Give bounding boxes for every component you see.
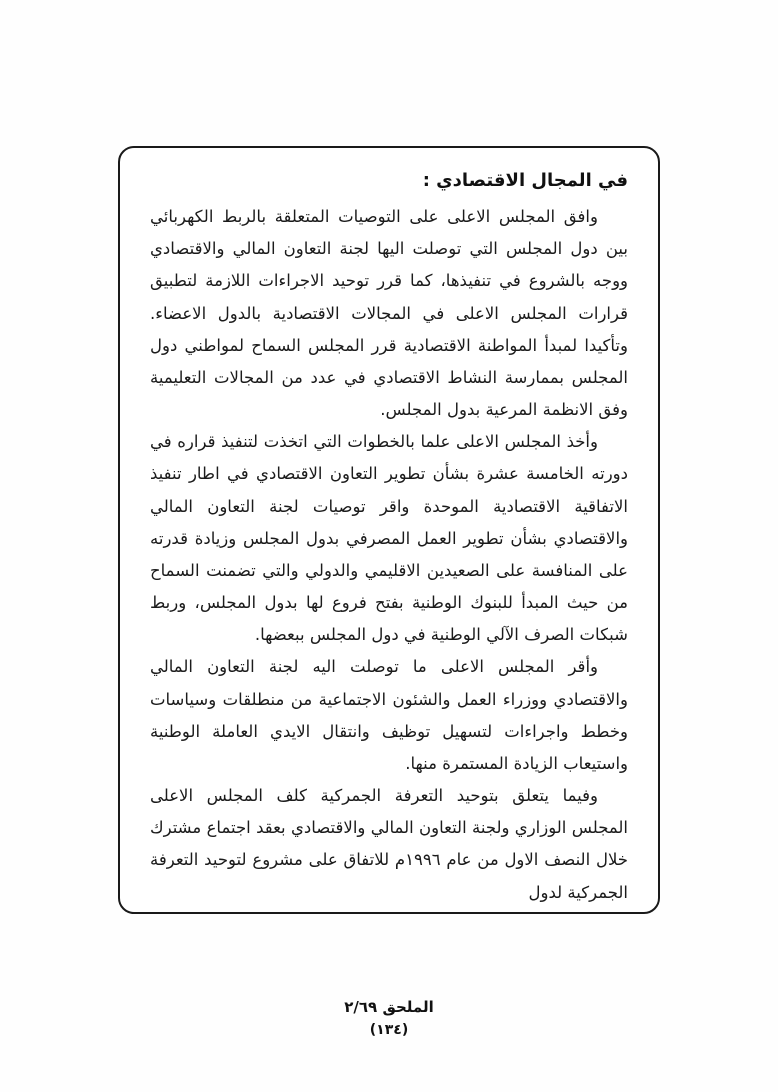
paragraph: وأقر المجلس الاعلى ما توصلت اليه لجنة التعاون المالي والاقتصادي ووزراء العمل والشئون الاجتماعية من منطلقات وسياسات وخطط واجراءات لتسهيل توظيف وانتقال الايدي العاملة الوطنية واستيعاب الزيادة المستمرة منها. xyxy=(150,657,628,773)
section-title: في المجال الاقتصادي : xyxy=(422,170,628,191)
footer-annex-label: الملحق ٢/٦٩ xyxy=(344,998,434,1016)
paragraph: وافق المجلس الاعلى على التوصيات المتعلقة بالربط الكهربائي بين دول المجلس التي توصلت اليها لجنة التعاون المالي والاقتصادي ووجه بالشروع في تنفيذها، كما قرر توحيد الاجراءات اللازمة لتطبيق قرارات المجلس الاعلى في المجالات الاقتصادية بالدول الاعضاء. وتأكيدا لمبدأ المواطنة الاقتصادية قرر المجلس السماح لمواطني دول المجلس بممارسة النشاط الاقتصادي في عدد من المجالات التعليمية وفق الانظمة المرعية بدول المجلس. xyxy=(150,207,628,420)
page-footer xyxy=(0,998,778,1038)
footer-page-number: (١٣٤) xyxy=(369,1022,409,1038)
body-text xyxy=(150,201,628,909)
paragraph: وفيما يتعلق بتوحيد التعرفة الجمركية كلف المجلس الاعلى المجلس الوزاري ولجنة التعاون المالي والاقتصادي بعقد اجتماع مشترك خلال النصف الاول من عام ١٩٩٦م للاتفاق على مشروع لتوحيد التعرفة الجمركية لدول xyxy=(150,786,628,902)
paragraph: وأخذ المجلس الاعلى علما بالخطوات التي اتخذت لتنفيذ قراره في دورته الخامسة عشرة بشأن تطوير التعاون الاقتصادي في اطار تنفيذ الاتفاقية الاقتصادية الموحدة واقر توصيات لجنة التعاون المالي والاقتصادي بشأن تطوير العمل المصرفي بدول المجلس وزيادة قدرته على المنافسة على الصعيدين الاقليمي والدولي والتي تضمنت السماح من حيث المبدأ للبنوك الوطنية بفتح فروع لها بدول المجلس، وربط شبكات الصرف الآلي الوطنية في دول المجلس ببعضها. xyxy=(150,432,628,645)
content-frame xyxy=(118,146,660,914)
